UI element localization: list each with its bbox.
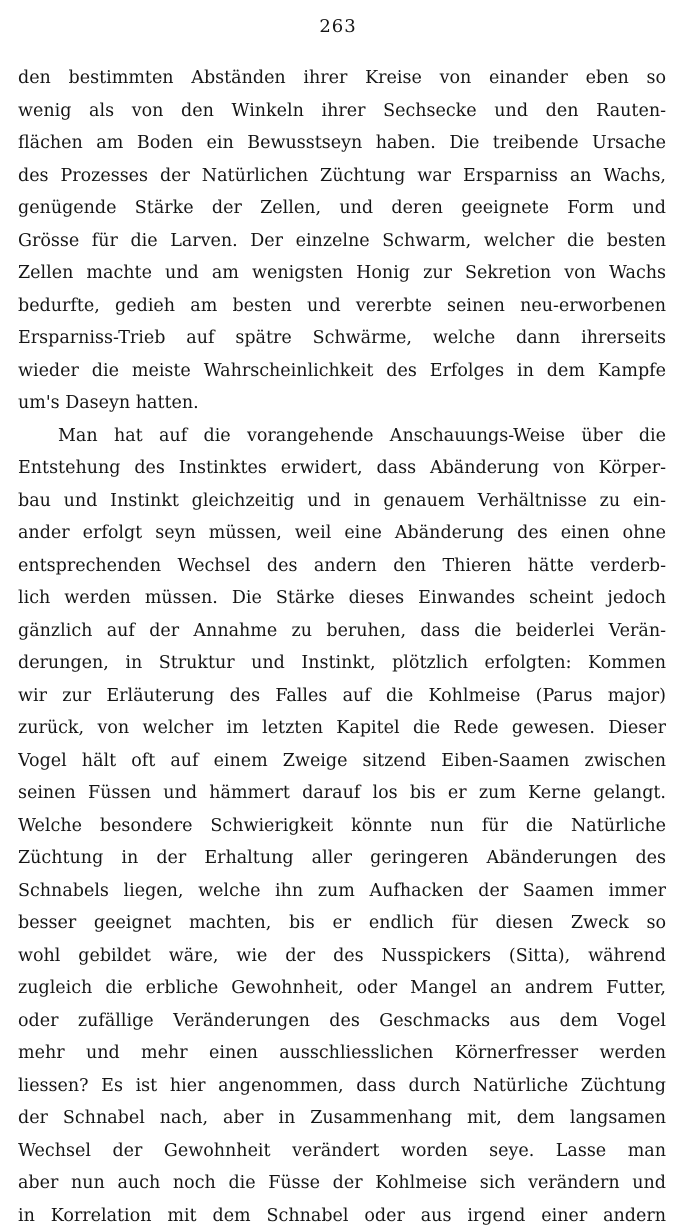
text-line: wir zur Erläuterung des Falles auf die Kohlmeise (Parus major): [18, 680, 666, 713]
text-line: flächen am Boden ein Bewusstseyn haben. Die treibende Ursache: [18, 127, 666, 160]
text-line: Zellen machte und am wenigsten Honig zur Sekretion von Wachs: [18, 257, 666, 290]
text-line: Entstehung des Instinktes erwidert, dass Abänderung von Körper-: [18, 452, 666, 485]
body-text: [18, 62, 666, 1232]
text-line: Welche besondere Schwierigkeit könnte nun für die Natürliche: [18, 810, 666, 843]
text-line: entsprechenden Wechsel des andern den Thieren hätte verderb-: [18, 550, 666, 583]
text-line: Vogel hält oft auf einem Zweige sitzend Eiben-Saamen zwischen: [18, 745, 666, 778]
text-line: wohl gebildet wäre, wie der des Nusspickers (Sitta), während: [18, 940, 666, 973]
text-line: wenig als von den Winkeln ihrer Sechsecke und den Rauten-: [18, 95, 666, 128]
text-line: besser geeignet machten, bis er endlich für diesen Zweck so: [18, 907, 666, 940]
text-line: derungen, in Struktur und Instinkt, plötzlich erfolgten: Kommen: [18, 647, 666, 680]
text-line: gänzlich auf der Annahme zu beruhen, dass die beiderlei Verän-: [18, 615, 666, 648]
text-line: der Schnabel nach, aber in Zusammenhang mit, dem langsamen: [18, 1102, 666, 1135]
paragraph: [18, 62, 666, 420]
text-line: wieder die meiste Wahrscheinlichkeit des Erfolges in dem Kampfe: [18, 355, 666, 388]
text-line: in Korrelation mit dem Schnabel oder aus irgend einer andern: [18, 1200, 666, 1232]
text-line: den bestimmten Abständen ihrer Kreise von einander eben so: [18, 62, 666, 95]
text-line: oder zufällige Veränderungen des Geschmacks aus dem Vogel: [18, 1005, 666, 1038]
text-line: ander erfolgt seyn müssen, weil eine Abänderung des einen ohne: [18, 517, 666, 550]
text-line: Grösse für die Larven. Der einzelne Schwarm, welcher die besten: [18, 225, 666, 258]
text-line: Wechsel der Gewohnheit verändert worden seye. Lasse man: [18, 1135, 666, 1168]
text-line: Schnabels liegen, welche ihn zum Aufhacken der Saamen immer: [18, 875, 666, 908]
text-line: lich werden müssen. Die Stärke dieses Einwandes scheint jedoch: [18, 582, 666, 615]
text-line: bau und Instinkt gleichzeitig und in genauem Verhältnisse zu ein-: [18, 485, 666, 518]
text-line: bedurfte, gedieh am besten und vererbte seinen neu-erworbenen: [18, 290, 666, 323]
text-line: Züchtung in der Erhaltung aller geringeren Abänderungen des: [18, 842, 666, 875]
text-line: genügende Stärke der Zellen, und deren geeignete Form und: [18, 192, 666, 225]
text-line: seinen Füssen und hämmert darauf los bis er zum Kerne gelangt.: [18, 777, 666, 810]
text-line: zurück, von welcher im letzten Kapitel die Rede gewesen. Dieser: [18, 712, 666, 745]
page-number: 263: [0, 16, 676, 37]
text-line: des Prozesses der Natürlichen Züchtung war Ersparniss an Wachs,: [18, 160, 666, 193]
paragraph: [18, 420, 666, 1232]
text-line: liessen? Es ist hier angenommen, dass durch Natürliche Züchtung: [18, 1070, 666, 1103]
text-line: Ersparniss-Trieb auf spätre Schwärme, welche dann ihrerseits: [18, 322, 666, 355]
text-line: Man hat auf die vorangehende Anschauungs-Weise über die: [18, 420, 666, 453]
text-line: aber nun auch noch die Füsse der Kohlmeise sich verändern und: [18, 1167, 666, 1200]
text-line: mehr und mehr einen ausschliesslichen Körnerfresser werden: [18, 1037, 666, 1070]
text-line: um's Daseyn hatten.: [18, 387, 666, 420]
text-line: zugleich die erbliche Gewohnheit, oder Mangel an andrem Futter,: [18, 972, 666, 1005]
